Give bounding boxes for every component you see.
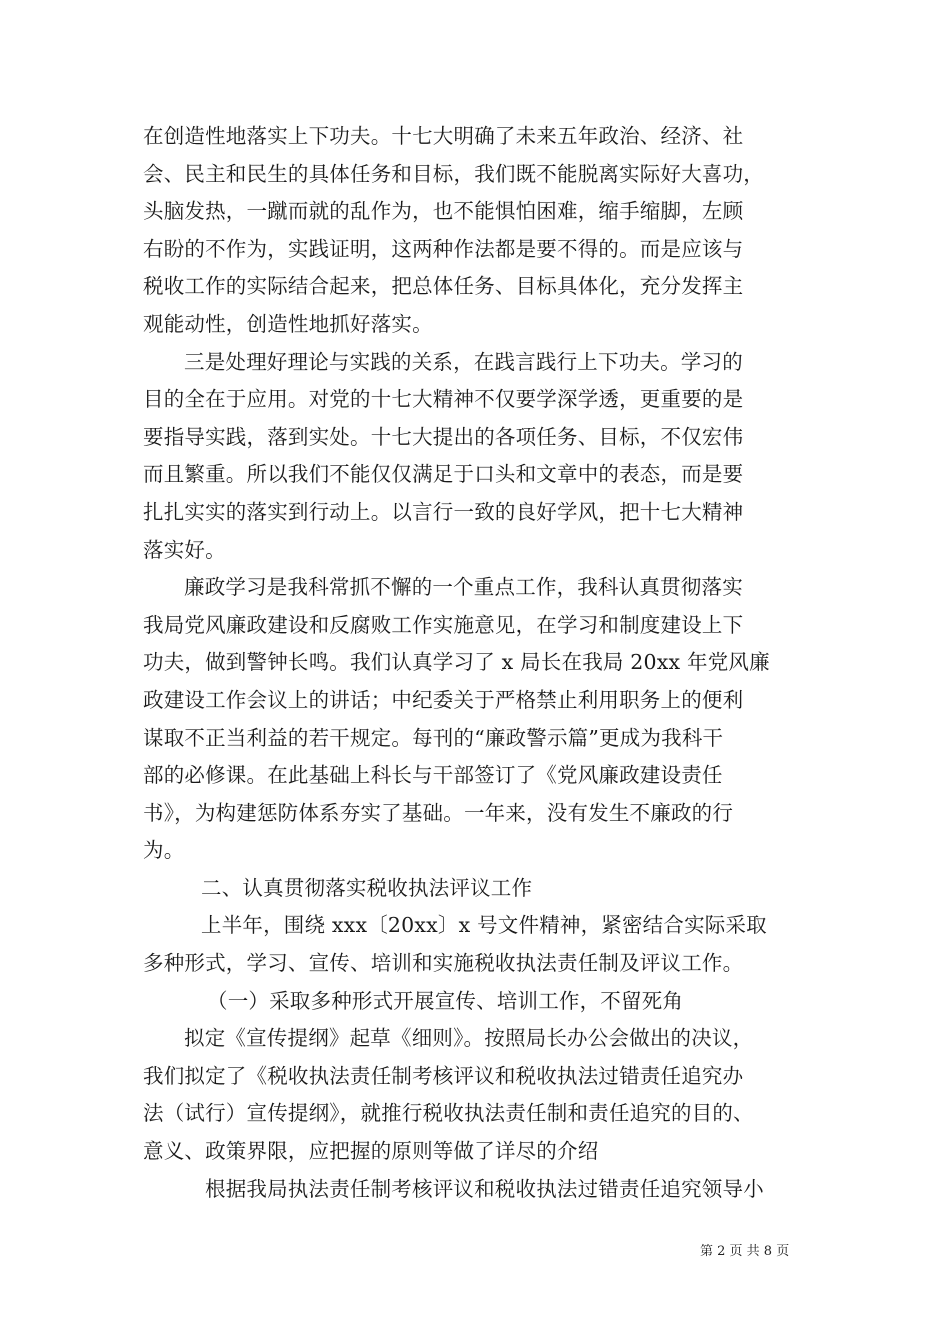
text-line: 观能动性，创造性地抓好落实。	[143, 311, 433, 336]
text-line: 功夫，做到警钟长鸣。我们认真学习了 x 局长在我局 20xx 年党风廉	[143, 650, 770, 675]
paragraph-start-line: 根据我局执法责任制考核评议和税收执法过错责任追究领导小	[205, 1176, 764, 1201]
page-number-footer: 第 2 页 共 8 页	[700, 1244, 790, 1259]
text-line: 在创造性地落实上下功夫。十七大明确了未来五年政治、经济、社	[143, 124, 744, 148]
paragraph-start-line: 拟定《宣传提纲》起草《细则》。按照局长办公会做出的决议，	[184, 1026, 754, 1051]
text-line: 多种形式，学习、宣传、培训和实施税收执法责任制及评议工作。	[143, 951, 744, 976]
section-heading: 二、认真贯彻落实税收执法评议工作	[201, 875, 533, 900]
text-line: 意义、政策界限，应把握的原则等做了详尽的介绍	[143, 1139, 599, 1164]
paragraph-start-line: 廉政学习是我科常抓不懈的一个重点工作，我科认真贯彻落实	[184, 575, 743, 600]
text-line: 税收工作的实际结合起来，把总体任务、目标具体化，充分发挥主	[143, 274, 744, 299]
text-line: 我们拟定了《税收执法责任制考核评议和税收执法过错责任追究办	[143, 1063, 744, 1088]
paragraph-start-line: 上半年，围绕 xxx〔20xx〕x 号文件精神，紧密结合实际采取	[201, 913, 767, 938]
text-line: 要指导实践，落到实处。十七大提出的各项任务、目标，不仅宏伟	[143, 424, 744, 449]
text-line: 而且繁重。所以我们不能仅仅满足于口头和文章中的表态，而是要	[143, 462, 744, 487]
document-body	[143, 118, 823, 1208]
text-line: 部的必修课。在此基础上科长与干部签订了《党风廉政建设责任	[143, 763, 723, 788]
subsection-heading: （一）采取多种形式开展宣传、培训工作，不留死角	[207, 988, 684, 1013]
text-line: 目的全在于应用。对党的十七大精神不仅要学深学透，更重要的是	[143, 387, 744, 412]
text-line: 落实好。	[143, 537, 226, 562]
text-line: 右盼的不作为，实践证明，这两种作法都是要不得的。而是应该与	[143, 236, 744, 261]
paragraph-start-line: 三是处理好理论与实践的关系，在践言践行上下功夫。学习的	[184, 349, 743, 374]
text-line: 法（试行）宣传提纲》，就推行税收执法责任制和责任追究的目的、	[143, 1101, 754, 1126]
text-line: 政建设工作会议上的讲话；中纪委关于严格禁止利用职务上的便利	[143, 687, 744, 712]
text-line: 头脑发热，一蹴而就的乱作为，也不能惧怕困难，缩手缩脚，左顾	[143, 199, 744, 224]
text-line: 扎扎实实的落实到行动上。以言行一致的良好学风，把十七大精神	[143, 499, 744, 524]
text-line: 我局党风廉政建设和反腐败工作实施意见，在学习和制度建设上下	[143, 612, 744, 637]
text-line: 为。	[143, 838, 185, 863]
text-line: 会、民主和民生的具体任务和目标，我们既不能脱离实际好大喜功，	[143, 161, 764, 186]
text-line: 谋取不正当利益的若干规定。每刊的“廉政警示篇”更成为我科干	[143, 725, 724, 750]
text-line: 书》，为构建惩防体系夯实了基础。一年来，没有发生不廉政的行	[143, 800, 734, 825]
